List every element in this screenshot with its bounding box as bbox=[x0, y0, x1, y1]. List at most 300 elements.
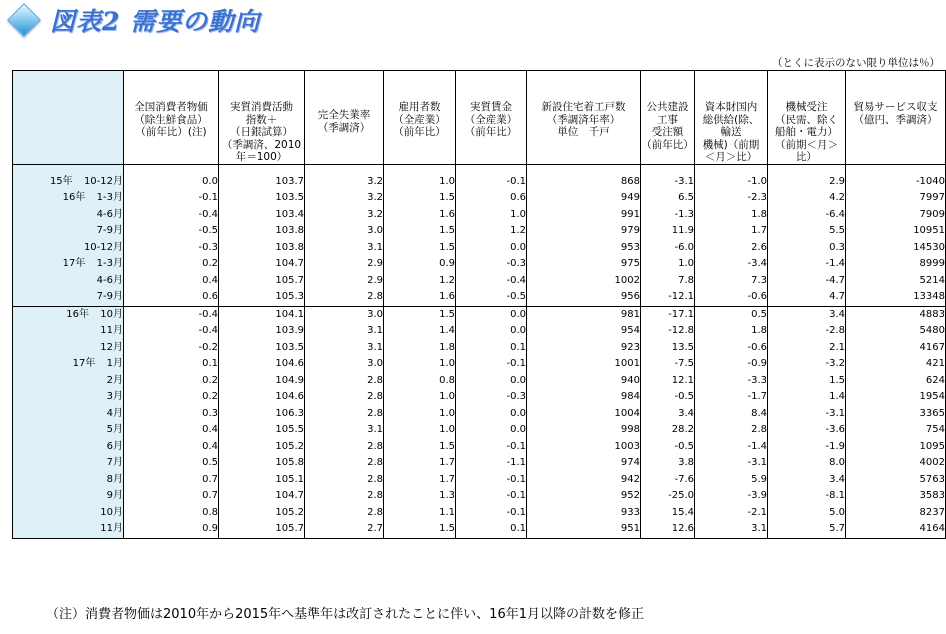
data-cell: 2.8 bbox=[305, 439, 384, 456]
row-label bbox=[13, 505, 124, 522]
data-cell: 984 bbox=[527, 389, 641, 406]
data-cell: 2.8 bbox=[305, 455, 384, 472]
data-cell: 1.5 bbox=[384, 439, 456, 456]
data-cell: 4.7 bbox=[768, 289, 846, 306]
column-header: 新設住宅着工戸数 （季調済年率） 単位 千戸 bbox=[527, 71, 641, 165]
data-cell: 981 bbox=[527, 306, 641, 323]
data-cell: -3.6 bbox=[768, 422, 846, 439]
data-cell: -0.6 bbox=[695, 340, 768, 357]
data-cell: 953 bbox=[527, 240, 641, 257]
footnote: （注）消費者物価は2010年から2015年へ基準年は改訂されたことに伴い、16年1月以降の計数を修正 bbox=[46, 607, 644, 622]
data-cell: 5480 bbox=[846, 323, 946, 340]
data-cell: 105.2 bbox=[219, 439, 305, 456]
row-label bbox=[13, 289, 124, 306]
data-cell: 3.1 bbox=[305, 340, 384, 357]
data-cell: -4.7 bbox=[768, 273, 846, 290]
data-cell: 2.1 bbox=[768, 340, 846, 357]
data-cell: -0.4 bbox=[456, 273, 527, 290]
data-cell: 2.9 bbox=[305, 256, 384, 273]
data-cell: 15.4 bbox=[641, 505, 695, 522]
data-cell: -17.1 bbox=[641, 306, 695, 323]
table-row bbox=[13, 289, 946, 306]
row-label bbox=[13, 472, 124, 489]
data-cell: 3.1 bbox=[305, 422, 384, 439]
data-cell: -3.9 bbox=[695, 488, 768, 505]
data-cell: 4883 bbox=[846, 306, 946, 323]
row-label bbox=[13, 223, 124, 240]
data-cell: 2.8 bbox=[305, 488, 384, 505]
data-cell: 975 bbox=[527, 256, 641, 273]
table-row bbox=[13, 306, 946, 323]
row-label bbox=[13, 521, 124, 538]
data-cell: 0.5 bbox=[124, 455, 219, 472]
row-label bbox=[13, 406, 124, 423]
data-cell: 0.5 bbox=[695, 306, 768, 323]
data-cell: 104.9 bbox=[219, 373, 305, 390]
data-cell: 0.7 bbox=[124, 472, 219, 489]
data-cell: 104.7 bbox=[219, 488, 305, 505]
row-period: 11月 bbox=[100, 523, 123, 535]
data-cell: 4164 bbox=[846, 521, 946, 538]
data-cell: 105.1 bbox=[219, 472, 305, 489]
data-cell: 2.8 bbox=[695, 422, 768, 439]
data-cell: -2.1 bbox=[695, 505, 768, 522]
data-cell: 1.5 bbox=[384, 223, 456, 240]
header-label-cell bbox=[13, 71, 124, 165]
data-cell: -0.5 bbox=[641, 389, 695, 406]
data-cell: 106.3 bbox=[219, 406, 305, 423]
data-cell: 1.5 bbox=[768, 373, 846, 390]
data-cell: 3.2 bbox=[305, 190, 384, 207]
data-cell: 5214 bbox=[846, 273, 946, 290]
data-cell: -1.1 bbox=[456, 455, 527, 472]
data-cell: 0.0 bbox=[456, 406, 527, 423]
data-cell: 1.0 bbox=[456, 207, 527, 224]
data-cell: -7.6 bbox=[641, 472, 695, 489]
data-cell: 2.9 bbox=[768, 174, 846, 191]
data-cell: 3583 bbox=[846, 488, 946, 505]
data-cell: 8.4 bbox=[695, 406, 768, 423]
data-cell: 3.4 bbox=[768, 472, 846, 489]
data-cell: 0.2 bbox=[124, 373, 219, 390]
data-cell: 4002 bbox=[846, 455, 946, 472]
row-period: 2月 bbox=[106, 374, 123, 386]
data-cell: 2.8 bbox=[305, 289, 384, 306]
data-cell: 2.8 bbox=[305, 505, 384, 522]
row-label bbox=[13, 174, 124, 191]
row-year: 15年 bbox=[49, 175, 73, 187]
data-cell: -12.1 bbox=[641, 289, 695, 306]
data-cell: 10951 bbox=[846, 223, 946, 240]
row-label bbox=[13, 340, 124, 357]
table-row bbox=[13, 406, 946, 423]
data-cell: 1.8 bbox=[384, 340, 456, 357]
data-cell: 3.1 bbox=[305, 323, 384, 340]
data-cell: 4167 bbox=[846, 340, 946, 357]
data-cell: 0.9 bbox=[124, 521, 219, 538]
data-cell: 2.8 bbox=[305, 373, 384, 390]
data-cell: 0.2 bbox=[124, 256, 219, 273]
data-cell: 1.0 bbox=[384, 389, 456, 406]
table-row bbox=[13, 256, 946, 273]
data-cell: 8.0 bbox=[768, 455, 846, 472]
data-cell: -1.4 bbox=[695, 439, 768, 456]
data-cell: 0.3 bbox=[124, 406, 219, 423]
row-year: 17年 bbox=[62, 258, 86, 270]
data-cell: 421 bbox=[846, 356, 946, 373]
data-cell: 0.4 bbox=[124, 422, 219, 439]
row-label bbox=[13, 373, 124, 390]
data-cell: 0.6 bbox=[124, 289, 219, 306]
data-cell: 3.8 bbox=[641, 455, 695, 472]
data-cell: 1.0 bbox=[384, 422, 456, 439]
data-cell: 1.3 bbox=[384, 488, 456, 505]
data-cell: -6.4 bbox=[768, 207, 846, 224]
column-header: 雇用者数 （全産業） （前年比） bbox=[384, 71, 456, 165]
table-row bbox=[13, 505, 946, 522]
data-cell: -0.9 bbox=[695, 356, 768, 373]
row-period: 8月 bbox=[106, 473, 123, 485]
table-row bbox=[13, 373, 946, 390]
data-cell: 3.0 bbox=[305, 356, 384, 373]
data-cell: 13348 bbox=[846, 289, 946, 306]
data-cell: 104.1 bbox=[219, 306, 305, 323]
data-cell: -0.5 bbox=[456, 289, 527, 306]
data-cell: 4.2 bbox=[768, 190, 846, 207]
data-cell: -1040 bbox=[846, 174, 946, 191]
row-label bbox=[13, 455, 124, 472]
data-cell: 3365 bbox=[846, 406, 946, 423]
data-cell: 3.2 bbox=[305, 174, 384, 191]
row-period: 10月 bbox=[100, 506, 123, 518]
header-row bbox=[13, 71, 946, 165]
data-cell: 0.0 bbox=[456, 306, 527, 323]
table-row bbox=[13, 356, 946, 373]
data-cell: 1002 bbox=[527, 273, 641, 290]
data-cell: 2.7 bbox=[305, 521, 384, 538]
row-label bbox=[13, 273, 124, 290]
column-header: 実質賃金 （全産業） （前年比） bbox=[456, 71, 527, 165]
table-row bbox=[13, 521, 946, 538]
data-cell: -1.0 bbox=[695, 174, 768, 191]
data-cell: 5.0 bbox=[768, 505, 846, 522]
data-cell: -12.8 bbox=[641, 323, 695, 340]
data-cell: 0.8 bbox=[124, 505, 219, 522]
data-cell: 974 bbox=[527, 455, 641, 472]
column-header: 全国消費者物価 （除生鮮食品） （前年比）(注) bbox=[124, 71, 219, 165]
row-label bbox=[13, 439, 124, 456]
data-cell: 754 bbox=[846, 422, 946, 439]
row-period: 9月 bbox=[106, 490, 123, 502]
row-period: 3月 bbox=[106, 391, 123, 403]
row-period: 4-6月 bbox=[96, 274, 123, 286]
table-row bbox=[13, 273, 946, 290]
data-cell: 1.7 bbox=[384, 455, 456, 472]
data-cell: 14530 bbox=[846, 240, 946, 257]
row-label bbox=[13, 488, 124, 505]
table-row bbox=[13, 207, 946, 224]
data-cell: -6.0 bbox=[641, 240, 695, 257]
data-cell: 1.2 bbox=[456, 223, 527, 240]
data-cell: 6.5 bbox=[641, 190, 695, 207]
table-row bbox=[13, 223, 946, 240]
data-cell: 942 bbox=[527, 472, 641, 489]
data-cell: 933 bbox=[527, 505, 641, 522]
data-cell: -0.1 bbox=[456, 472, 527, 489]
data-cell: 5.7 bbox=[768, 521, 846, 538]
data-cell: 3.0 bbox=[305, 223, 384, 240]
data-cell: 1004 bbox=[527, 406, 641, 423]
data-cell: 103.8 bbox=[219, 223, 305, 240]
row-year: 17年 bbox=[72, 358, 96, 370]
page-title: 図表2 需要の動向 bbox=[50, 7, 261, 36]
data-cell: -3.3 bbox=[695, 373, 768, 390]
row-period: 12月 bbox=[100, 341, 123, 353]
data-cell: 103.8 bbox=[219, 240, 305, 257]
data-cell: 7909 bbox=[846, 207, 946, 224]
row-period: 10-12月 bbox=[83, 175, 123, 187]
data-cell: 949 bbox=[527, 190, 641, 207]
table-row bbox=[13, 439, 946, 456]
data-cell: 103.5 bbox=[219, 190, 305, 207]
row-label bbox=[13, 207, 124, 224]
data-cell: 13.5 bbox=[641, 340, 695, 357]
data-cell: 3.4 bbox=[641, 406, 695, 423]
data-cell: 104.7 bbox=[219, 256, 305, 273]
row-year: 16年 bbox=[66, 308, 89, 320]
data-cell: 28.2 bbox=[641, 422, 695, 439]
data-cell: -0.4 bbox=[124, 323, 219, 340]
data-cell: -3.2 bbox=[768, 356, 846, 373]
row-period: 5月 bbox=[106, 424, 123, 436]
data-cell: 1.5 bbox=[384, 240, 456, 257]
data-cell: -1.7 bbox=[695, 389, 768, 406]
data-cell: -25.0 bbox=[641, 488, 695, 505]
data-cell: 1954 bbox=[846, 389, 946, 406]
data-cell: 0.9 bbox=[384, 256, 456, 273]
data-cell: 0.0 bbox=[456, 323, 527, 340]
data-cell: 940 bbox=[527, 373, 641, 390]
data-cell: 104.6 bbox=[219, 356, 305, 373]
data-cell: 1001 bbox=[527, 356, 641, 373]
data-cell: 0.4 bbox=[124, 439, 219, 456]
column-header: 公共建設 工事 受注額 （前年比） bbox=[641, 71, 695, 165]
data-cell: -1.9 bbox=[768, 439, 846, 456]
data-cell: 3.0 bbox=[305, 306, 384, 323]
data-cell: 7997 bbox=[846, 190, 946, 207]
data-cell: 103.4 bbox=[219, 207, 305, 224]
data-cell: -0.6 bbox=[695, 289, 768, 306]
diamond-bullet-icon bbox=[7, 3, 41, 37]
row-period: 11月 bbox=[100, 325, 123, 337]
spacer-row bbox=[13, 164, 946, 174]
data-cell: 105.2 bbox=[219, 505, 305, 522]
data-cell: 951 bbox=[527, 521, 641, 538]
data-cell: 1.6 bbox=[384, 207, 456, 224]
data-cell: -7.5 bbox=[641, 356, 695, 373]
data-cell: -1.3 bbox=[641, 207, 695, 224]
row-label bbox=[13, 240, 124, 257]
data-cell: 1.8 bbox=[695, 207, 768, 224]
data-cell: -0.4 bbox=[124, 306, 219, 323]
data-cell: -0.4 bbox=[124, 207, 219, 224]
data-cell: 991 bbox=[527, 207, 641, 224]
data-cell: 105.3 bbox=[219, 289, 305, 306]
data-cell: -0.1 bbox=[124, 190, 219, 207]
row-label bbox=[13, 356, 124, 373]
data-cell: 1.5 bbox=[384, 521, 456, 538]
table-row bbox=[13, 323, 946, 340]
data-cell: -0.5 bbox=[641, 439, 695, 456]
data-cell: -0.2 bbox=[124, 340, 219, 357]
data-cell: -0.3 bbox=[124, 240, 219, 257]
data-cell: -0.1 bbox=[456, 356, 527, 373]
data-cell: 0.1 bbox=[124, 356, 219, 373]
data-cell: 3.1 bbox=[695, 521, 768, 538]
data-cell: 7.8 bbox=[641, 273, 695, 290]
data-cell: -0.3 bbox=[456, 389, 527, 406]
data-cell: 103.7 bbox=[219, 174, 305, 191]
data-cell: 8999 bbox=[846, 256, 946, 273]
data-cell: 2.9 bbox=[305, 273, 384, 290]
data-cell: 0.6 bbox=[456, 190, 527, 207]
data-cell: -1.4 bbox=[768, 256, 846, 273]
row-period: 1-3月 bbox=[96, 192, 123, 204]
data-cell: 1.2 bbox=[384, 273, 456, 290]
data-cell: -3.1 bbox=[695, 455, 768, 472]
data-cell: 1.4 bbox=[384, 323, 456, 340]
row-period: 1月 bbox=[106, 358, 123, 370]
column-header: 資本財国内 総供給(除、 輸送 機械)（前期 ＜月＞比） bbox=[695, 71, 768, 165]
data-cell: 2.8 bbox=[305, 472, 384, 489]
table-row bbox=[13, 389, 946, 406]
data-cell: 954 bbox=[527, 323, 641, 340]
data-cell: 1.6 bbox=[384, 289, 456, 306]
row-label bbox=[13, 323, 124, 340]
data-cell: -0.1 bbox=[456, 439, 527, 456]
data-cell: 0.4 bbox=[124, 273, 219, 290]
data-cell: 1.0 bbox=[384, 356, 456, 373]
row-label bbox=[13, 306, 124, 323]
data-cell: 0.0 bbox=[124, 174, 219, 191]
data-cell: 3.4 bbox=[768, 306, 846, 323]
data-cell: -3.1 bbox=[641, 174, 695, 191]
data-cell: 103.9 bbox=[219, 323, 305, 340]
data-cell: 952 bbox=[527, 488, 641, 505]
title-area bbox=[6, 3, 260, 37]
row-period: 10月 bbox=[100, 308, 123, 320]
data-cell: -3.1 bbox=[768, 406, 846, 423]
data-cell: 5.9 bbox=[695, 472, 768, 489]
data-cell: 105.7 bbox=[219, 521, 305, 538]
data-cell: 998 bbox=[527, 422, 641, 439]
data-cell: 0.0 bbox=[456, 422, 527, 439]
data-cell: -2.3 bbox=[695, 190, 768, 207]
data-cell: 1.1 bbox=[384, 505, 456, 522]
data-cell: 624 bbox=[846, 373, 946, 390]
data-cell: 2.6 bbox=[695, 240, 768, 257]
data-cell: 3.2 bbox=[305, 207, 384, 224]
table-row bbox=[13, 240, 946, 257]
data-cell: 12.1 bbox=[641, 373, 695, 390]
row-period: 7月 bbox=[106, 457, 123, 469]
data-cell: 103.5 bbox=[219, 340, 305, 357]
data-cell: 868 bbox=[527, 174, 641, 191]
data-cell: 1.7 bbox=[384, 472, 456, 489]
data-cell: 5.5 bbox=[768, 223, 846, 240]
data-cell: -0.5 bbox=[124, 223, 219, 240]
data-cell: 923 bbox=[527, 340, 641, 357]
data-cell: 1.7 bbox=[695, 223, 768, 240]
data-cell: 0.0 bbox=[456, 373, 527, 390]
row-period: 4月 bbox=[106, 407, 123, 419]
data-cell: 1.4 bbox=[768, 389, 846, 406]
data-cell: 0.1 bbox=[456, 340, 527, 357]
data-cell: -8.1 bbox=[768, 488, 846, 505]
data-cell: 0.8 bbox=[384, 373, 456, 390]
data-cell: 0.0 bbox=[456, 240, 527, 257]
unit-note: （とくに表示のない限り単位は％） bbox=[772, 57, 940, 69]
row-year: 16年 bbox=[62, 192, 86, 204]
data-cell: -3.4 bbox=[695, 256, 768, 273]
row-label bbox=[13, 389, 124, 406]
data-cell: 1.5 bbox=[384, 190, 456, 207]
data-cell: -2.8 bbox=[768, 323, 846, 340]
data-cell: 3.1 bbox=[305, 240, 384, 257]
table-row bbox=[13, 340, 946, 357]
data-cell: -0.1 bbox=[456, 174, 527, 191]
data-cell: 11.9 bbox=[641, 223, 695, 240]
data-cell: 2.8 bbox=[305, 389, 384, 406]
data-cell: 1.5 bbox=[384, 306, 456, 323]
row-period: 6月 bbox=[106, 440, 123, 452]
data-cell: 1003 bbox=[527, 439, 641, 456]
data-cell: 956 bbox=[527, 289, 641, 306]
table-row bbox=[13, 472, 946, 489]
column-header: 完全失業率 （季調済） bbox=[305, 71, 384, 165]
data-cell: 0.1 bbox=[456, 521, 527, 538]
data-cell: 7.3 bbox=[695, 273, 768, 290]
data-cell: 105.8 bbox=[219, 455, 305, 472]
data-cell: 2.8 bbox=[305, 406, 384, 423]
row-period: 7-9月 bbox=[96, 291, 123, 303]
data-cell: -0.3 bbox=[456, 256, 527, 273]
data-cell: 12.6 bbox=[641, 521, 695, 538]
data-cell: 1095 bbox=[846, 439, 946, 456]
data-cell: 8237 bbox=[846, 505, 946, 522]
row-label bbox=[13, 422, 124, 439]
table-row bbox=[13, 190, 946, 207]
row-label bbox=[13, 190, 124, 207]
column-header: 実質消費活動 指数＋ （日銀試算） （季調済、2010 年＝100） bbox=[219, 71, 305, 165]
data-cell: 979 bbox=[527, 223, 641, 240]
data-cell: 0.3 bbox=[768, 240, 846, 257]
row-period: 7-9月 bbox=[96, 225, 123, 237]
data-cell: 1.8 bbox=[695, 323, 768, 340]
data-cell: 1.0 bbox=[641, 256, 695, 273]
data-cell: 1.0 bbox=[384, 174, 456, 191]
row-period: 4-6月 bbox=[96, 208, 123, 220]
data-cell: 104.6 bbox=[219, 389, 305, 406]
data-cell: 1.0 bbox=[384, 406, 456, 423]
table-row bbox=[13, 488, 946, 505]
table-row bbox=[13, 174, 946, 191]
table-row bbox=[13, 455, 946, 472]
data-cell: 0.7 bbox=[124, 488, 219, 505]
row-period: 1-3月 bbox=[96, 258, 123, 270]
row-label bbox=[13, 256, 124, 273]
data-cell: -0.1 bbox=[456, 488, 527, 505]
